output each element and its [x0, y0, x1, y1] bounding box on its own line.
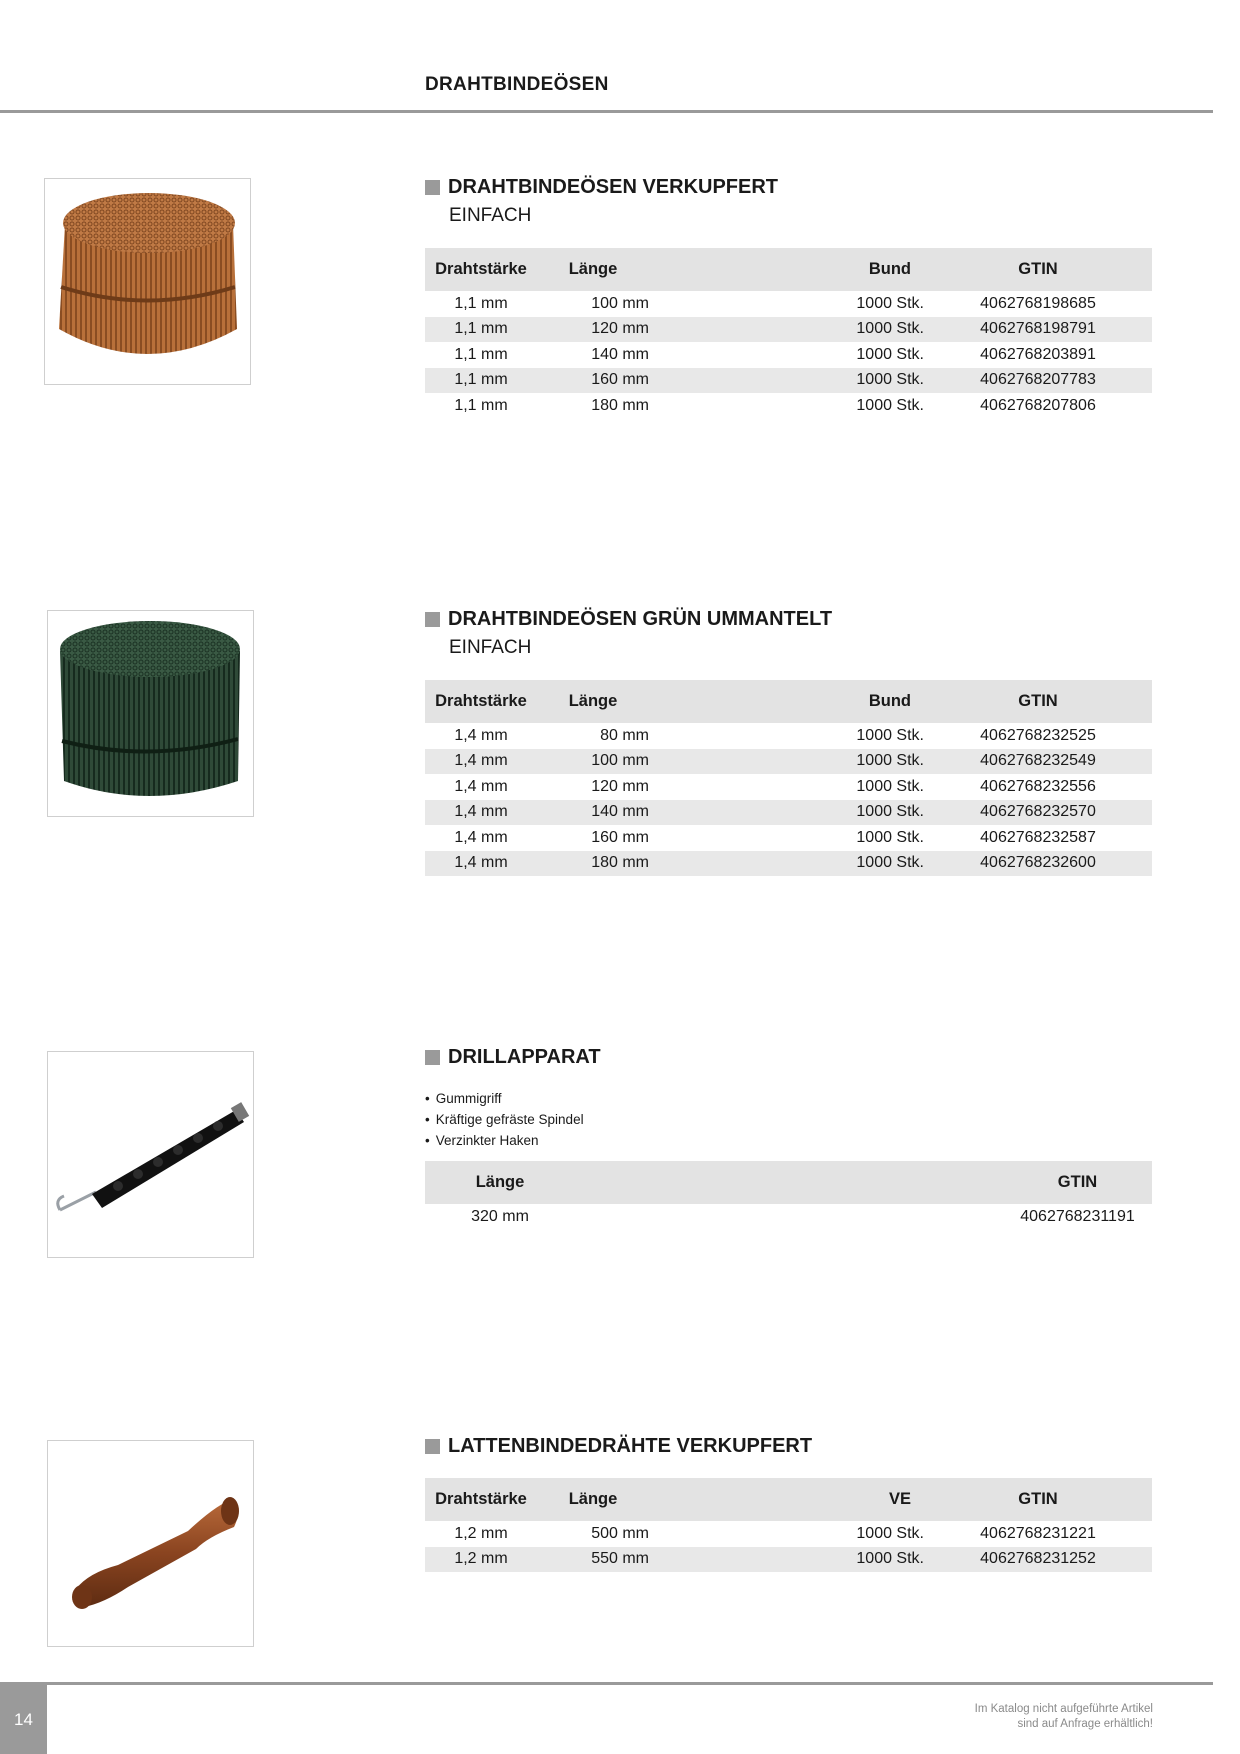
table-row: 320 mm 4062768231191 [471, 1207, 1135, 1225]
list-item: • Gummigriff [425, 1088, 584, 1109]
square-bullet-icon [425, 180, 440, 195]
copper-wire-ties-bundle-icon [44, 178, 251, 385]
square-bullet-icon [425, 1050, 440, 1065]
table-row: 1,1 mm 100 mm 1000 Stk. 4062768198685 [454, 294, 1096, 312]
feature-list [425, 1088, 584, 1151]
table-row: 1,4 mm 140 mm 1000 Stk. 4062768232570 [425, 800, 1152, 826]
section-subtitle: EINFACH [449, 637, 532, 658]
spec-table [425, 1161, 1152, 1230]
header-divider [0, 110, 1213, 113]
table-row: 1,1 mm 180 mm 1000 Stk. 4062768207806 [454, 396, 1096, 414]
table-row: 1,1 mm 160 mm 1000 Stk. 4062768207783 [425, 368, 1152, 394]
table-row: 1,4 mm 80 mm 1000 Stk. 4062768232525 [454, 726, 1096, 744]
square-bullet-icon [425, 1439, 440, 1454]
square-bullet-icon [425, 612, 440, 627]
section-title: DRILLAPPARAT [425, 1046, 601, 1069]
page-number: 14 [0, 1685, 47, 1754]
table-row: 1,4 mm 180 mm 1000 Stk. 4062768232600 [425, 851, 1152, 877]
section-subtitle: EINFACH [449, 205, 532, 226]
list-item: • Verzinkter Haken [425, 1130, 584, 1151]
section-title: LATTENBINDEDRÄHTE VERKUPFERT [425, 1435, 812, 1458]
table-row: 1,4 mm 100 mm 1000 Stk. 4062768232549 [425, 749, 1152, 775]
twister-tool-icon [47, 1051, 254, 1258]
table-header-row: Drahtstärke Länge VE GTIN [425, 1478, 1152, 1521]
table-row: 1,1 mm 140 mm 1000 Stk. 4062768203891 [454, 345, 1096, 363]
table-row: 1,4 mm 160 mm 1000 Stk. 4062768232587 [454, 828, 1096, 846]
section-title: DRAHTBINDEÖSEN VERKUPFERT [425, 176, 778, 199]
spec-table [425, 1478, 1152, 1572]
section-title: DRAHTBINDEÖSEN GRÜN UMMANTELT [425, 608, 832, 631]
page-title: DRAHTBINDEÖSEN [425, 74, 609, 95]
spec-table [425, 248, 1152, 419]
table-row: 1,2 mm 550 mm 1000 Stk. 4062768231252 [425, 1547, 1152, 1573]
footer-divider [0, 1682, 1213, 1685]
table-row: 1,4 mm 120 mm 1000 Stk. 4062768232556 [454, 777, 1096, 795]
footer-note: Im Katalog nicht aufgeführte Artikel sind auf Anfrage erhältlich! [974, 1703, 1153, 1730]
list-item: • Kräftige gefräste Spindel [425, 1109, 584, 1130]
green-wire-ties-bundle-icon [47, 610, 254, 817]
spec-table [425, 680, 1152, 876]
table-header-row: Drahtstärke Länge Bund GTIN [425, 248, 1152, 291]
table-row: 1,1 mm 120 mm 1000 Stk. 4062768198791 [425, 317, 1152, 343]
table-header-row: Drahtstärke Länge Bund GTIN [425, 680, 1152, 723]
table-header-row: Länge GTIN [425, 1161, 1152, 1204]
table-row: 1,2 mm 500 mm 1000 Stk. 4062768231221 [454, 1524, 1096, 1542]
copper-wire-bundle-icon [47, 1440, 254, 1647]
